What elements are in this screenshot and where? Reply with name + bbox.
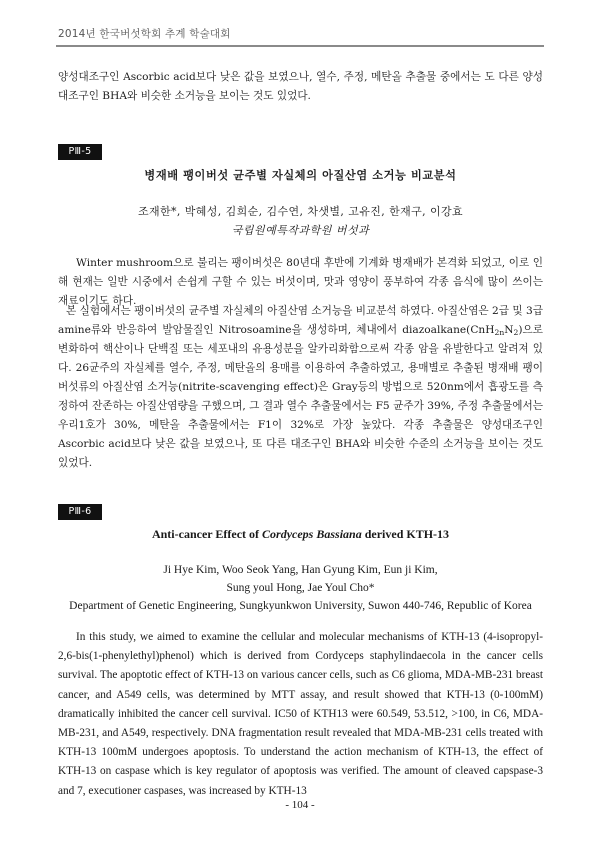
abstract-badge-p3-6: PⅢ-6 (58, 504, 102, 520)
affiliation-p3-5: 국립원예특작과학원 버섯과 (231, 224, 370, 237)
subscript-2n: 2n (494, 327, 505, 337)
title-pre: Anti-cancer Effect of (151, 527, 263, 541)
affiliation-p3-6: Department of Genetic Engineering, Sungkyunkwon University, Suwon 440-746, Republic of Korea (69, 600, 532, 612)
authors-p3-6-line1: Ji Hye Kim, Woo Seok Yang, Han Gyung Kim, Eun ji Kim, (163, 564, 438, 576)
title-post: derived KTH-13 (361, 527, 450, 541)
paragraph2-part-a: 본 실험에서는 팽이버섯의 균주별 자실체의 아질산염 소거능을 비교분석 하였다. 아질산염은 2급 및 3급 amine류와 반응하여 발암물질인 Nitrosoamine을 생성하며, 체내에서 diazoalkane(CnH (58, 305, 543, 336)
subscript-2: 2 (513, 327, 519, 337)
paragraph2-mid: N (504, 324, 514, 336)
abstract-paragraph-2 (58, 302, 543, 473)
header-rule (56, 45, 544, 47)
intro-paragraph: 양성대조구인 Ascorbic acid보다 낮은 값을 보였으나, 열수, 주정, 메탄올 추출물 중에서는 도 다른 양성대조구인 BHA와 비슷한 소거능을 보이는 것도 있었다. (58, 71, 543, 102)
authors-p3-6-line2: Sung youl Hong, Jae Youl Cho* (226, 582, 375, 594)
authors-p3-5: 조재한*, 박혜성, 김희순, 김수연, 차샛별, 고유진, 한재구, 이강효 (137, 205, 464, 218)
abstract-paragraph-1: Winter mushroom으로 불리는 팽이버섯은 80년대 후반에 기계화 병재배가 본격화 되었고, 이로 인해 현재는 일반 시중에서 손쉽게 구할 수 있는 버섯이며, 맛과 영양이 풍부하여 각종 음식에 많이 쓰이는 재료이기도 하다. (58, 257, 543, 307)
running-header: 2014년 한국버섯학회 추계 학술대회 (58, 28, 231, 40)
abstract-badge-p3-5: PⅢ-5 (58, 144, 102, 160)
abstract-title-p3-5: 병재배 팽이버섯 균주별 자실체의 아질산염 소거능 비교분석 (144, 168, 457, 182)
page-number: - 104 - (285, 799, 315, 811)
title-species: Cordyceps Bassiana (262, 527, 362, 541)
abstract-paragraph-p3-6: In this study, we aimed to examine the cellular and molecular mechanisms of KTH-13 (4-isopropyl-2,6-bis(1-phenylethyl)phenol) which is derived from Cordyceps staphylindaecola in the cancer cells survival. The apoptotic effect of KTH-13 on various cancer cells, such as C6 glioma, MDA-MB-231 breast cancer, and A549 cells, was determined by MTT assay, and result showed that KTH-13 (0-100mM) dramatically inhibited the cancer cell survival. IC50 of KTH13 were 60.549, 53.512, >100, in C6, MDA-MB-231, and A549, respectively. DNA fragmentation result revealed that MDA-MB-231 cells treated with KTH-13 100mM undergoes apoptosis. To understand the action mechanism of KTH-13, the effect of KTH-13 on caspase which is key regulator of apoptosis was verified. The amount of cleaved capspase-3 and 7, executioner caspases, was increased by KTH-13 (58, 631, 543, 797)
paragraph2-part-b: )으로 변화하여 핵산이나 단백질 또는 세포내의 유용성분을 알카리화함으로써 각종 암을 유발한다고 알려져 있다. 26균주의 자실체를 열수, 주정, 메탄올의 용매를 이용하여 추출하였고, 용매별로 추출된 병재배 팽이 버섯류의 아질산염 소거능(nitrite-scavenging effect)은 Gray등의 방법으로 520nm에서 흡광도를 측정하여 잔존하는 아질산염량을 구했으며, 그 결과 열수 추출물에서는 F5 균주가 39%, 주정 추출물에서는 우리1호가 30%, 메탄올 추출물에서는 F1이 32%로 가장 높았다. 각종 추출물은 양성대조구인 Ascorbic acid보다 낮은 값을 보였으나, 또 다른 대조구인 BHA와 비슷한 수준의 소거능을 보이는 것도 있었다. (58, 324, 543, 469)
abstract-title-p3-6 (58, 527, 543, 542)
